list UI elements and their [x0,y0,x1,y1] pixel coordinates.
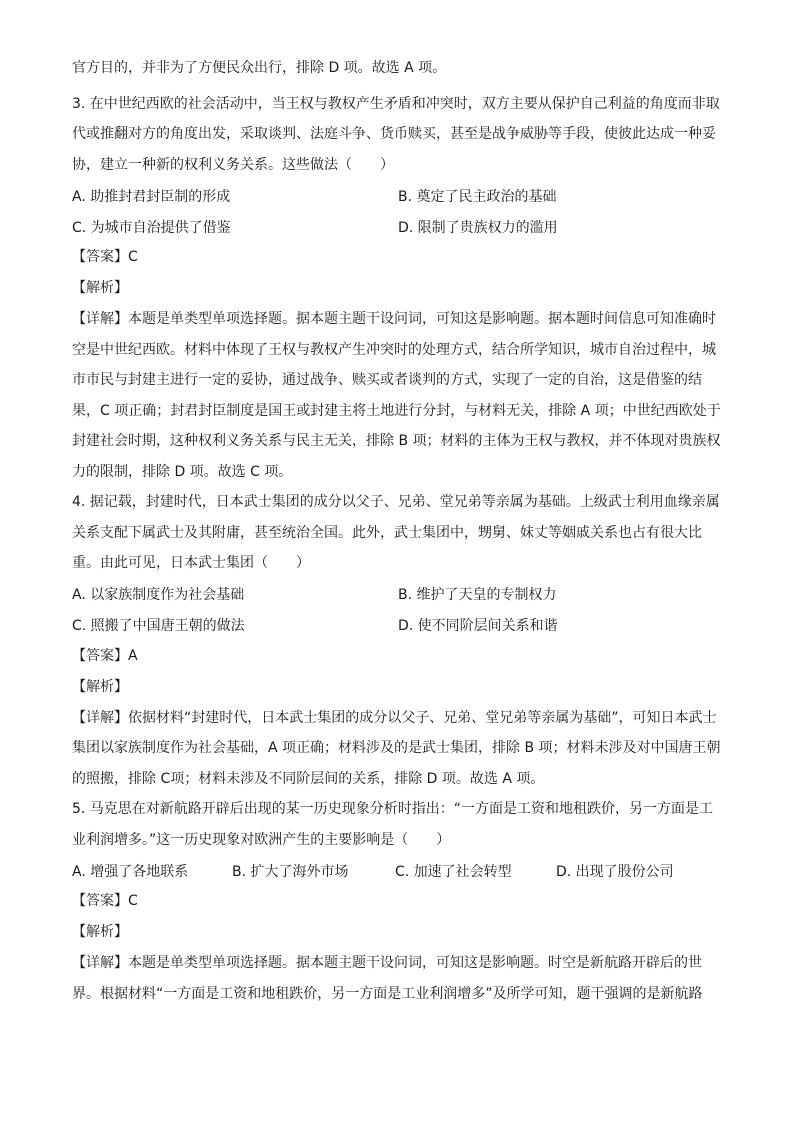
option-d: D. 使不同阶层间关系和谐 [398,618,558,634]
option-c: C. 为城市自治提供了借鉴 [72,219,231,236]
question-3 [72,89,724,488]
option-b: B. 奠定了民主政治的基础 [398,188,557,205]
question-5 [72,794,724,1009]
detail-text: 【详解】本题是单类型单项选择题。据本题主题干设问词，可知这是影响题。据本题时间信息可知准确时空是中世纪西欧。材料中体现了王权与教权产生冲突时的处理方式，结合所学知识，城市自治过程中，城市市民与封建主进行一定的妥协，通过战争、赎买或者谈判的方式，实现了一定的自治，这是借鉴的结果，C 项正确；封君封臣制度是国王或封建主将土地进行分封，与材料无关，排除 A 项；中世纪西欧处于封建社会时期，这种权利义务关系与民主无关，排除 B 项；材料的主体为王权与教权，并不体现对贵族权力的限制，排除 D 项。故选 C 项。 [72,311,721,480]
option-a: A. 助推封君封臣制的形成 [72,188,231,205]
detail-text: 【详解】依据材料“封建时代，日本武士集团的成分以父子、兄弟、堂兄弟等亲属为基础”，可知日本武士集团以家族制度作为社会基础，A 项正确；材料涉及的是武士集团，排除 B 项；材料未涉及对中国唐王朝的照搬，排除 C项；材料未涉及不同阶层间的关系，排除 D 项。故选 A 项。 [72,709,721,787]
question-stem: 3. 在中世纪西欧的社会活动中，当王权与教权产生矛盾和冲突时，双方主要从保护自己利益的角度而非取代或推翻对方的角度出发，采取谈判、法庭斗争、货币赎买，甚至是战争威胁等手段，使彼此达成一种妥协，建立一种新的权利义务关系。这些做法（ ） [72,95,720,173]
question-stem: 4. 据记载，封建时代，日本武士集团的成分以父子、兄弟、堂兄弟等亲属为基础。上级武士利用血缘亲属关系支配下属武士及其附庸，甚至统治全国。此外，武士集团中，甥舅、妹丈等姻戚关系也占有很大比重。由此可见，日本武士集团（ ） [72,494,720,571]
options-row [72,855,724,886]
options-row [72,579,724,610]
option-d: D. 限制了贵族权力的滥用 [398,219,558,236]
option-b: B. 扩大了海外市场 [232,863,349,880]
answer-line: 【答案】A [72,647,138,664]
question-stem: 5. 马克思在对新航路开辟后出现的某一历史现象分析时指出：“一方面是工资和地租跌价，另一方面是工业利润增多。”这一历史现象对欧洲产生的主要影响是（ ） [72,801,714,848]
answer-line: 【答案】C [72,249,138,265]
option-c: C. 照搬了中国唐王朝的做法 [72,618,245,634]
option-b: B. 维护了天皇的专制权力 [398,587,557,603]
option-c: C. 加速了社会转型 [395,863,512,880]
option-a: A. 增强了各地联系 [72,863,189,880]
intro-line: 官方目的，并非为了方便民众出行，排除 D 项。故选 A 项。 [72,60,447,76]
analysis-label: 【解析】 [72,924,128,940]
option-a: A. 以家族制度作为社会基础 [72,587,245,603]
document-page [72,58,724,1009]
question-4 [72,487,724,794]
analysis-label: 【解析】 [72,280,128,296]
option-d: D. 出现了股份公司 [556,863,674,880]
analysis-label: 【解析】 [72,678,128,695]
options-row [72,180,724,211]
options-row [72,211,724,242]
options-row [72,610,724,641]
detail-text: 【详解】本题是单类型单项选择题。据本题主题干设问词，可知这是影响题。时空是新航路开辟后的世界。根据材料“一方面是工资和地租跌价，另一方面是工业利润增多”及所学可知，题干强调的是新航路 [72,955,703,1002]
answer-line: 【答案】C [72,893,138,909]
